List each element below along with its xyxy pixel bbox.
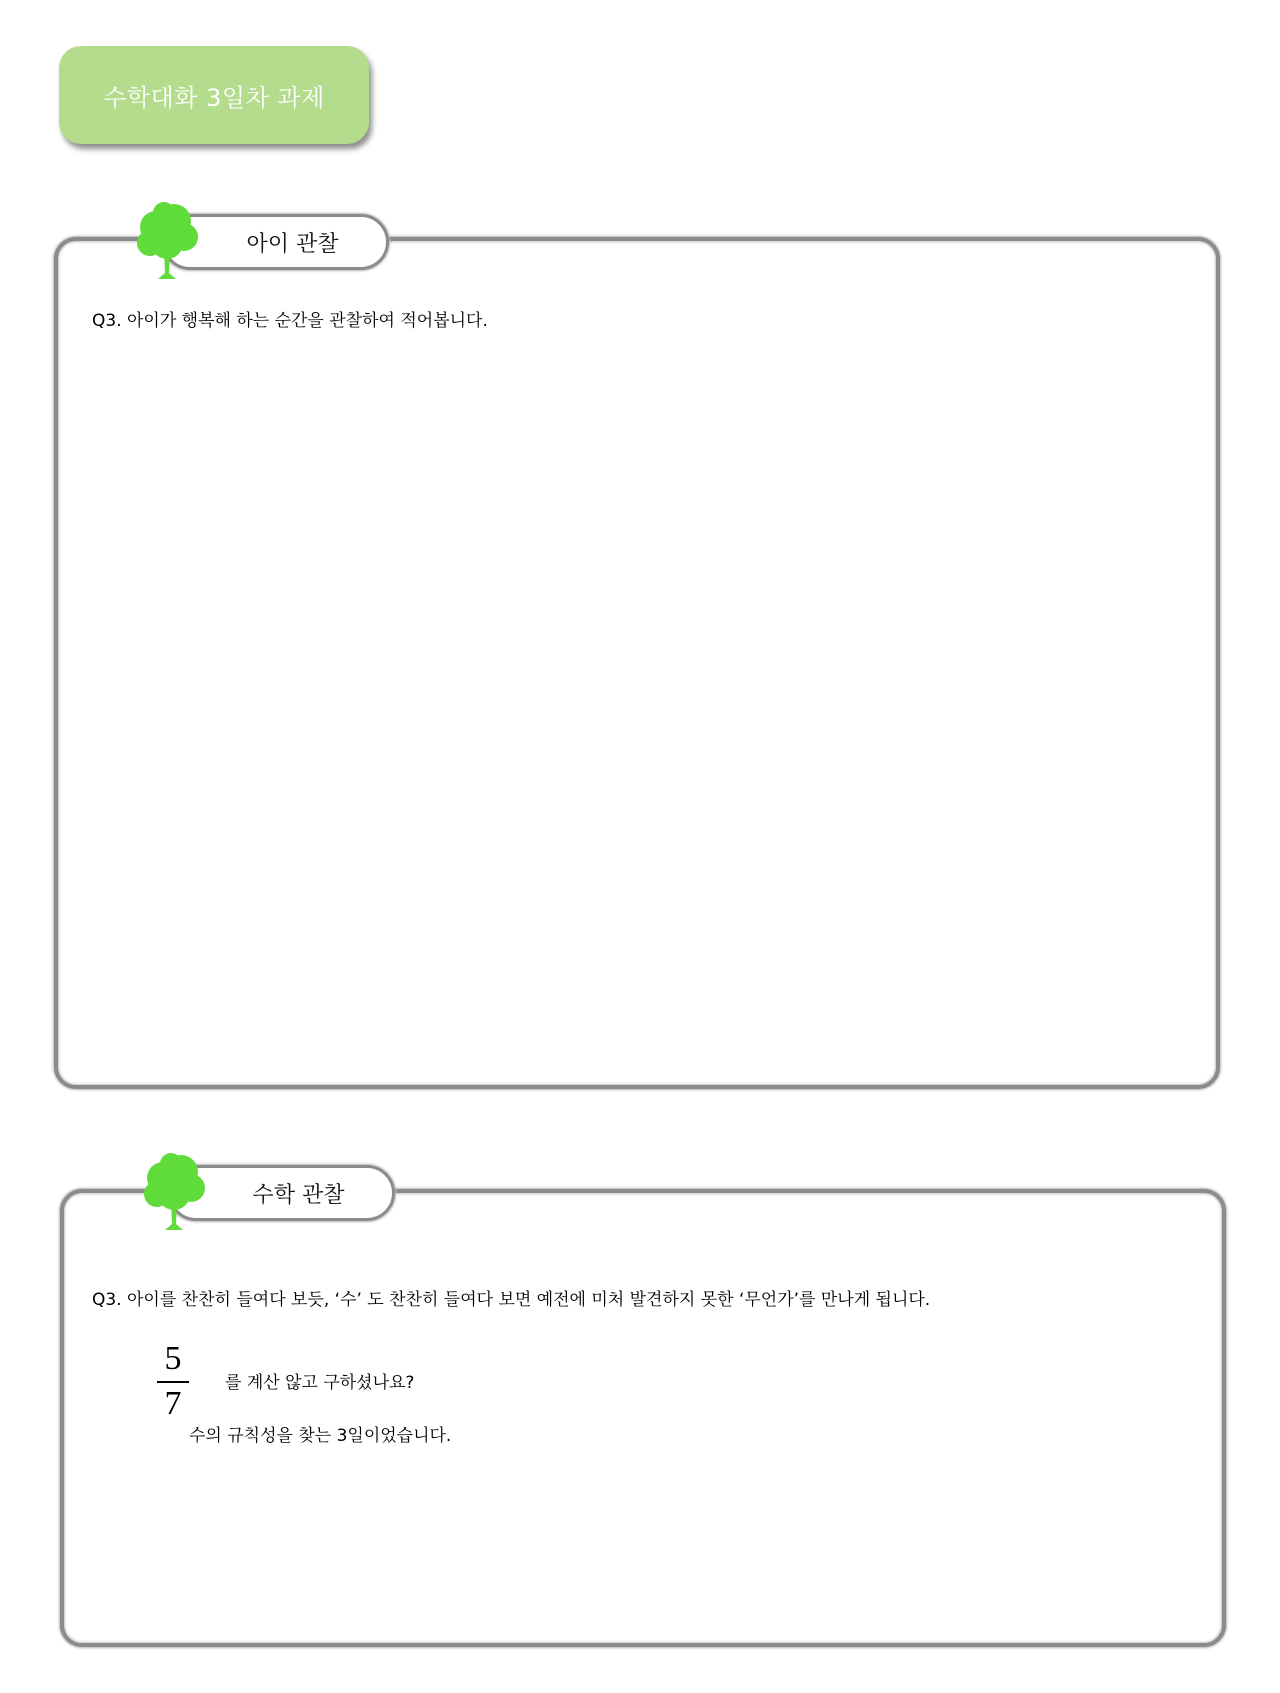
section-tab-label: 수학 관찰 bbox=[252, 1182, 345, 1208]
observation-panel-math bbox=[60, 1189, 1226, 1647]
page-title-badge bbox=[59, 46, 369, 144]
section-tab-label: 아이 관찰 bbox=[246, 231, 339, 257]
fraction-denominator: 7 bbox=[164, 1385, 182, 1422]
fraction-question-text: 를 계산 않고 구하셨나요? bbox=[225, 1373, 415, 1393]
tree-icon bbox=[134, 199, 200, 281]
question-math-observation: Q3. 아이를 찬찬히 들여다 보듯, ‘수’ 도 찬찬히 들여다 보면 예전에 미처 발견하지 못한 ‘무언가’를 만나게 됩니다. bbox=[92, 1290, 931, 1310]
question-child-observation: Q3. 아이가 행복해 하는 순간을 관찰하여 적어봅니다. bbox=[92, 311, 488, 331]
fraction-numerator: 5 bbox=[164, 1340, 182, 1377]
fraction bbox=[156, 1340, 190, 1423]
fraction-bar bbox=[157, 1381, 189, 1383]
page-title: 수학대화 3일차 과제 bbox=[103, 83, 325, 112]
tree-icon bbox=[141, 1150, 207, 1232]
observation-panel-child bbox=[54, 237, 1220, 1089]
summary-text: 수의 규칙성을 찾는 3일이었습니다. bbox=[189, 1426, 452, 1446]
